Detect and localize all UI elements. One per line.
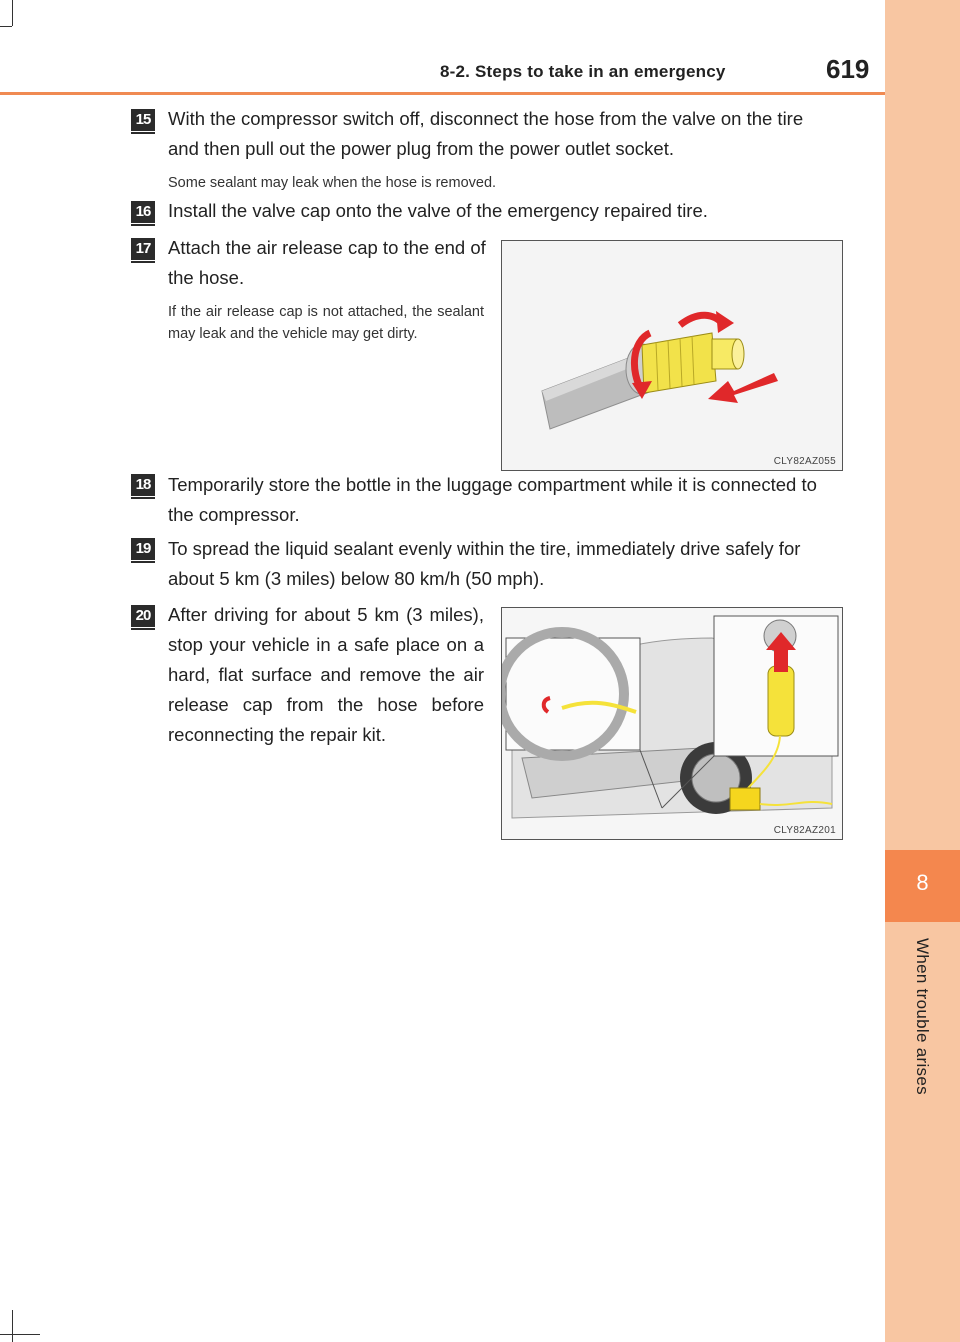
- chapter-title: When trouble arises: [913, 938, 932, 1095]
- car-repair-kit-illustration: [502, 608, 842, 839]
- step-text: Attach the air release cap to the end of the hose.: [168, 237, 486, 288]
- step-number: 18: [131, 474, 155, 496]
- step-number: 17: [131, 238, 155, 260]
- step-number: 19: [131, 538, 155, 560]
- step-text: Temporarily store the bottle in the luggage compartment while it is connected to the compressor.: [168, 474, 817, 525]
- figure-repair-kit-car: [501, 607, 843, 840]
- crop-mark: [0, 1334, 40, 1335]
- step-text: After driving for about 5 km (3 miles), stop your vehicle in a safe place on a hard, flat surface and remove the air release cap from the hose before reconnecting the repair kit.: [168, 604, 484, 745]
- step-number: 20: [131, 605, 155, 627]
- figure-code: CLY82AZ055: [773, 456, 836, 467]
- section-title: 8-2. Steps to take in an emergency: [440, 62, 726, 81]
- crop-mark: [12, 1310, 13, 1342]
- hose-cap-illustration: [502, 241, 842, 470]
- step-note: Some sealant may leak when the hose is removed.: [168, 175, 497, 191]
- crop-mark: [0, 26, 12, 27]
- step-text: To spread the liquid sealant evenly within the tire, immediately drive safely for about 5 km (3 miles) below 80 km/h (50 mph).: [168, 538, 801, 589]
- page-number: 619: [826, 54, 870, 84]
- header-rule: [0, 92, 885, 95]
- step-text: With the compressor switch off, disconnect the hose from the valve on the tire and then pull out the power plug from the power outlet socket.: [168, 108, 804, 159]
- figure-air-release-cap: [501, 240, 843, 471]
- figure-code: CLY82AZ201: [773, 825, 836, 836]
- crop-mark: [12, 0, 13, 26]
- step-text: Install the valve cap onto the valve of the emergency repaired tire.: [168, 200, 708, 221]
- step-number: 16: [131, 201, 155, 223]
- chapter-number: 8: [916, 870, 929, 895]
- step-note: If the air release cap is not attached, the sealant may leak and the vehicle may get dirty.: [168, 304, 484, 342]
- chapter-side-band: [885, 0, 960, 1342]
- step-number: 15: [131, 109, 155, 131]
